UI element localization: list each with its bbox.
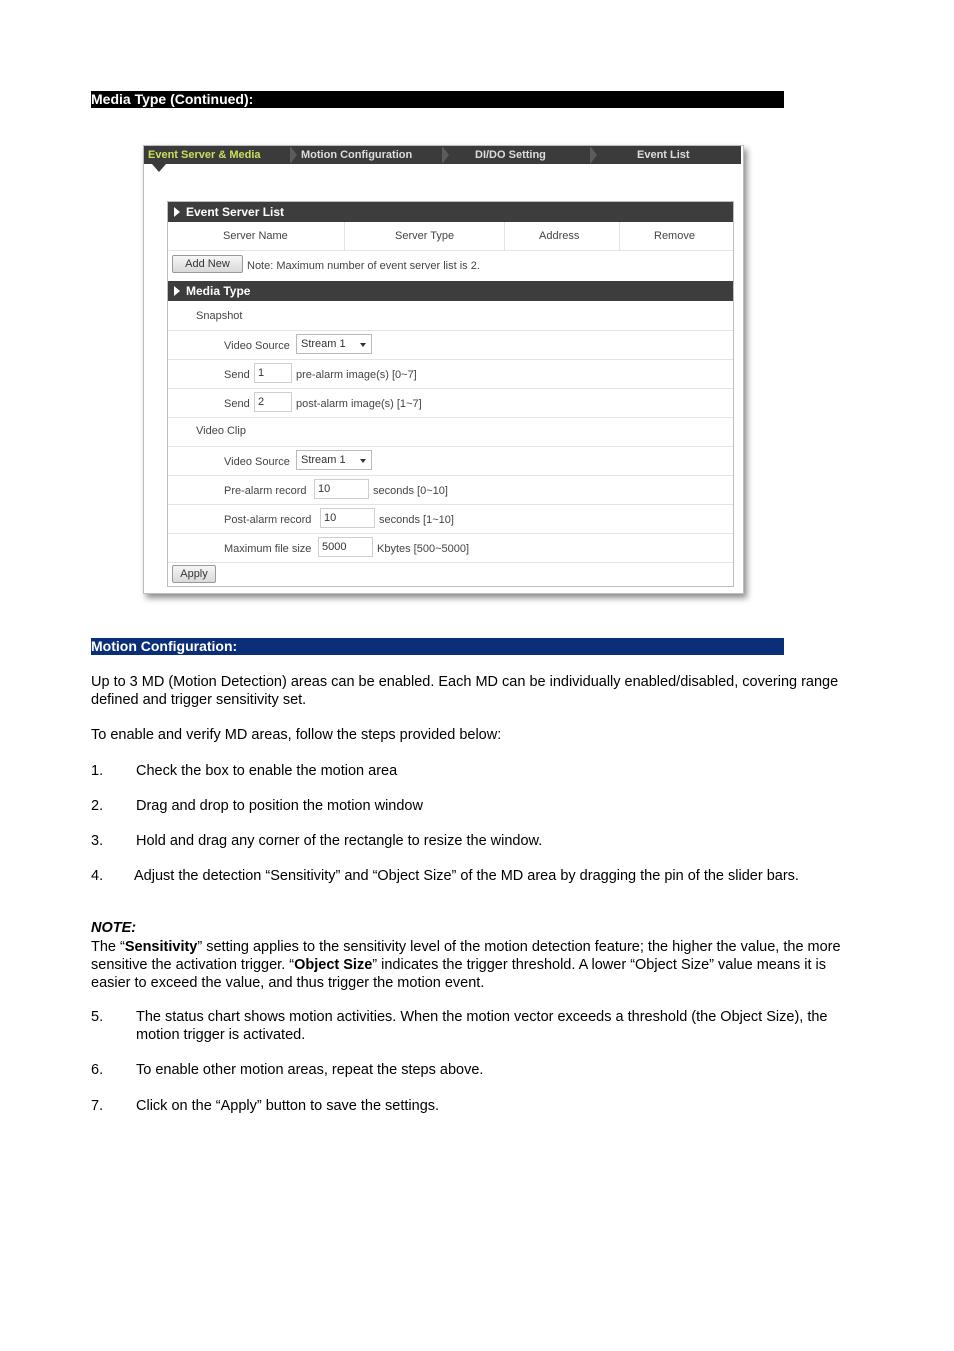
max-file-size-input[interactable]: 5000: [318, 537, 373, 557]
triangle-right-icon: [174, 207, 180, 217]
step-number: 2.: [91, 798, 104, 814]
step-number: 4.: [91, 868, 104, 884]
note-emphasis-sensitivity: Sensitivity: [124, 939, 198, 955]
column-address: Address: [539, 230, 580, 242]
column-divider: [344, 222, 345, 250]
tab-motion-configuration[interactable]: Motion Configuration: [301, 149, 413, 161]
post-alarm-record-input[interactable]: 10: [320, 508, 375, 528]
section-header-media-type: Media Type (Continued):: [91, 91, 784, 108]
event-server-columns: [168, 222, 733, 251]
step-number: 7.: [91, 1098, 104, 1114]
post-alarm-images-row: [168, 389, 733, 418]
pre-alarm-images-hint: pre-alarm image(s) [0~7]: [296, 369, 417, 381]
column-server-type: Server Type: [395, 230, 455, 242]
triangle-right-icon: [174, 286, 180, 296]
clip-stream-value: Stream 1: [301, 454, 346, 466]
step-text: The status chart shows motion activities. When the motion vector exceeds a threshold (the Object Size), the motion trigger is activated.: [136, 1009, 828, 1043]
step-text: Hold and drag any corner of the rectangle to resize the window.: [136, 833, 543, 849]
pre-alarm-images-input[interactable]: 1: [254, 363, 292, 383]
pre-alarm-record-hint: seconds [0~10]: [373, 485, 448, 497]
add-new-button[interactable]: Add New: [172, 255, 243, 273]
video-source-label: Video Source: [224, 340, 290, 352]
column-remove: Remove: [654, 230, 695, 242]
note-paragraph: [91, 938, 861, 992]
media-type-header: [168, 281, 733, 301]
chevron-down-icon: [360, 343, 366, 347]
post-alarm-images-hint: post-alarm image(s) [1~7]: [296, 398, 422, 410]
post-alarm-record-hint: seconds [1~10]: [379, 514, 454, 526]
tab-event-list[interactable]: Event List: [637, 149, 690, 161]
event-server-list-title: Event Server List: [186, 205, 285, 219]
tab-event-server-media[interactable]: Event Server & Media: [148, 149, 261, 161]
event-server-list-header: [168, 202, 733, 222]
snapshot-stream-value: Stream 1: [301, 338, 346, 350]
column-divider: [619, 222, 620, 250]
snapshot-row: [168, 302, 733, 331]
step-text: Drag and drop to position the motion window: [136, 798, 423, 814]
post-alarm-record-label: Post-alarm record: [224, 514, 312, 526]
step-text: Adjust the detection “Sensitivity” and “Object Size” of the MD area by dragging the pin of the slider bars.: [134, 868, 799, 884]
note-emphasis-object-size: Object Size: [294, 957, 373, 973]
tab-dido-setting[interactable]: DI/DO Setting: [475, 149, 546, 161]
note-title: NOTE:: [91, 920, 137, 936]
step-number: 5.: [91, 1009, 104, 1025]
send-label: Send: [224, 369, 250, 381]
video-clip-label: Video Clip: [196, 425, 246, 437]
tab-bar: [144, 146, 741, 164]
step-text: To enable other motion areas, repeat the steps above.: [136, 1062, 484, 1078]
pre-alarm-images-row: [168, 360, 733, 389]
note-text: ” indicates the trigger threshold. A lower “Object Size” value means it is easier to exceed the value, and thus trigger the motion event.: [91, 957, 827, 991]
settings-screenshot: [143, 145, 744, 594]
pre-alarm-record-row: [168, 476, 733, 505]
max-file-size-label: Maximum file size: [224, 543, 312, 555]
video-source-label: Video Source: [224, 456, 290, 468]
chevron-down-icon: [360, 459, 366, 463]
intro-paragraph: Up to 3 MD (Motion Detection) areas can be enabled. Each MD can be individually enabled/disabled, covering range defined and trigger sensitivity set.: [91, 674, 839, 708]
max-file-size-hint: Kbytes [500~5000]: [377, 543, 470, 555]
note-text: The “: [91, 939, 125, 955]
pre-alarm-record-label: Pre-alarm record: [224, 485, 307, 497]
tab-separator: [442, 146, 449, 164]
apply-button[interactable]: Apply: [172, 565, 216, 583]
clip-video-source-row: [168, 447, 733, 476]
add-server-row: [168, 251, 733, 279]
snapshot-stream-select[interactable]: [296, 334, 372, 354]
clip-stream-select[interactable]: [296, 450, 372, 470]
snapshot-video-source-row: [168, 331, 733, 360]
max-file-size-row: [168, 534, 733, 563]
column-divider: [504, 222, 505, 250]
note-text: ” setting applies to the sensitivity level of the motion detection feature; the higher the value, the more sensitive the activation trigger. “: [91, 939, 841, 973]
active-tab-pointer-icon: [152, 164, 166, 172]
settings-panel: [167, 201, 734, 587]
step-text: Check the box to enable the motion area: [136, 763, 398, 779]
send-label: Send: [224, 398, 250, 410]
server-limit-note: Note: Maximum number of event server list is 2.: [247, 260, 480, 272]
snapshot-label: Snapshot: [196, 310, 243, 322]
step-number: 6.: [91, 1062, 104, 1078]
step-text: Click on the “Apply” button to save the settings.: [136, 1098, 440, 1114]
post-alarm-images-input[interactable]: 2: [254, 392, 292, 412]
section-header-motion-configuration: Motion Configuration:: [91, 638, 784, 655]
media-type-title: Media Type: [186, 284, 251, 298]
tab-separator: [290, 146, 297, 164]
step-number: 3.: [91, 833, 104, 849]
column-server-name: Server Name: [223, 230, 288, 242]
pre-alarm-record-input[interactable]: 10: [314, 479, 369, 499]
tab-separator: [590, 146, 597, 164]
post-alarm-record-row: [168, 505, 733, 534]
video-clip-row: [168, 418, 733, 447]
step-number: 1.: [91, 763, 104, 779]
steps-intro: To enable and verify MD areas, follow the steps provided below:: [91, 727, 502, 743]
